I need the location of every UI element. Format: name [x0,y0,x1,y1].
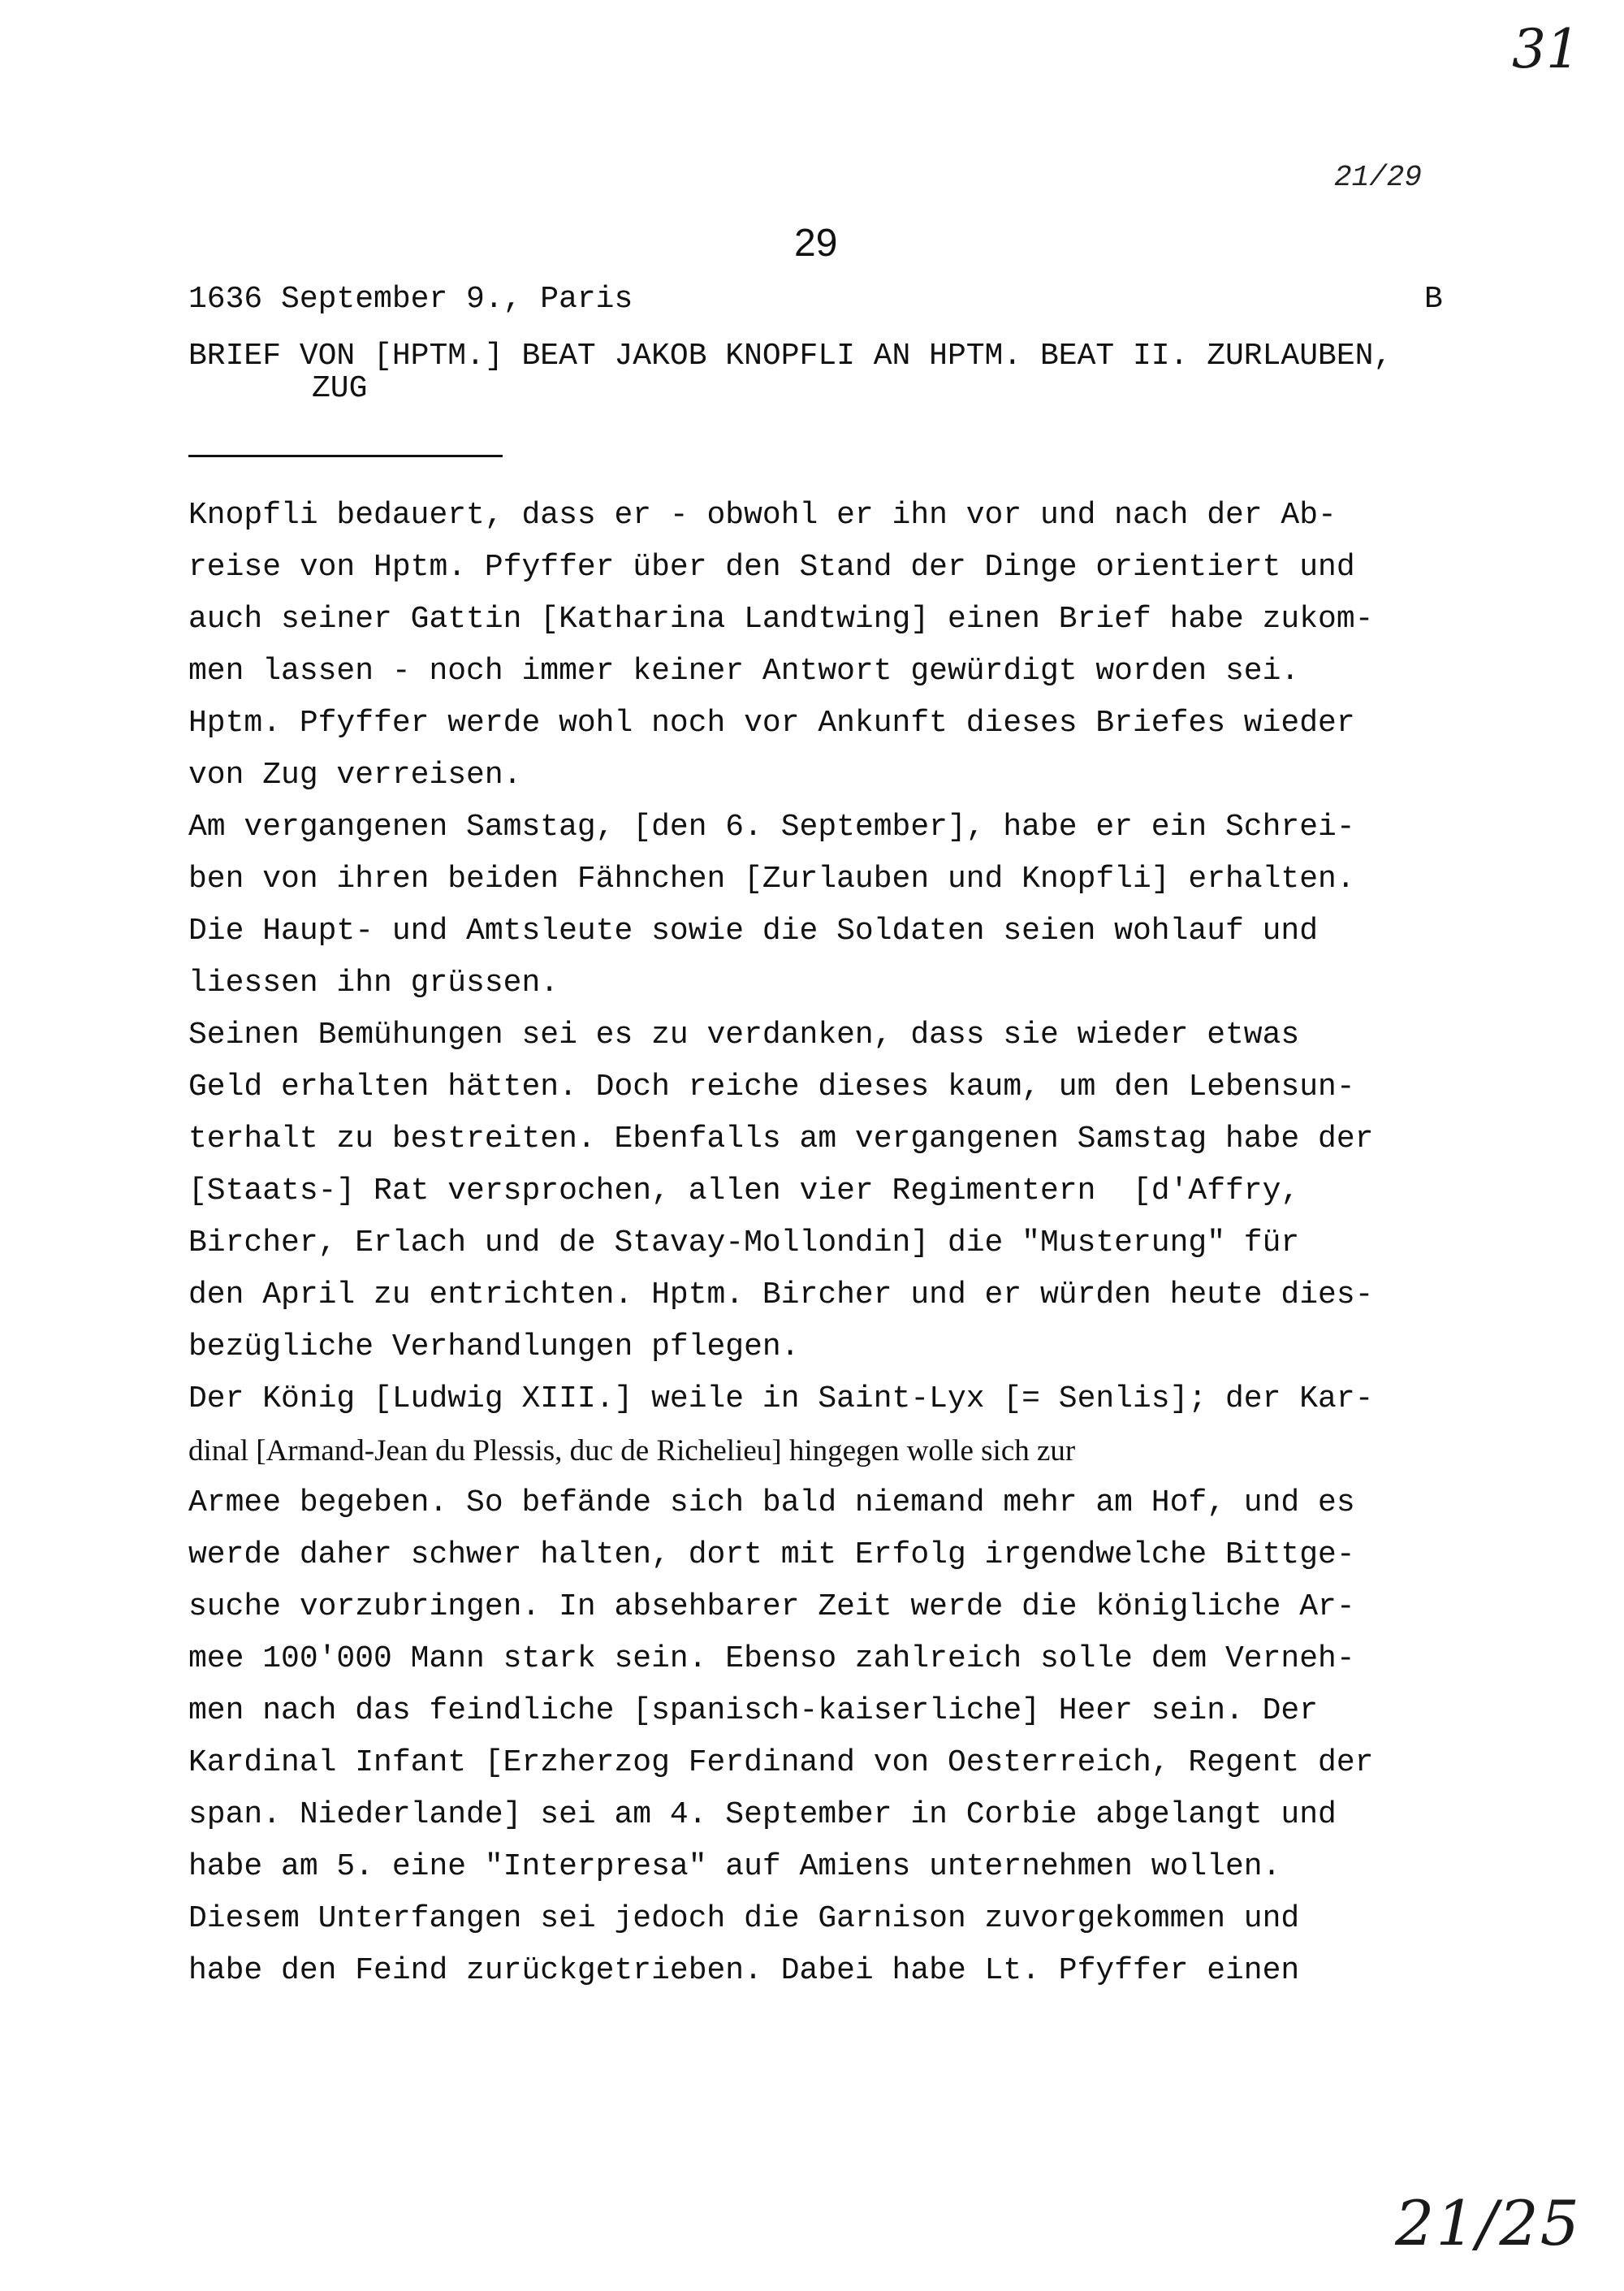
document-number: 29 [794,222,838,265]
body-line: men lassen - noch immer keiner Antwort gewürdigt worden sei. [188,654,1300,689]
handwritten-page-number: 31 [1512,18,1580,80]
summary-body [188,490,1455,1997]
body-line: habe am 5. eine "Interpresa" auf Amiens unternehmen wollen. [188,1849,1281,1884]
body-line: werde daher schwer halten, dort mit Erfolg irgendwelche Bittge- [188,1537,1355,1572]
body-line: [Staats-] Rat versprochen, allen vier Regimentern [d'Affry, [188,1174,1300,1208]
body-line: reise von Hptm. Pfyffer über den Stand der Dinge orientiert und [188,550,1355,585]
date-place: 1636 September 9., Paris [188,282,633,317]
separator-rule [188,455,503,457]
body-line: bezügliche Verhandlungen pflegen. [188,1329,800,1364]
letter-title: BRIEF VON [HPTM.] BEAT JAKOB KNOPFLI AN HPTM. BEAT II. ZURLAUBEN, [188,339,1393,374]
body-line: Bircher, Erlach und de Stavay-Mollondin] die "Musterung" für [188,1225,1300,1260]
body-line: Armee begeben. So befände sich bald niemand mehr am Hof, und es [188,1485,1355,1520]
body-line: habe den Feind zurückgetrieben. Dabei habe Lt. Pfyffer einen [188,1953,1300,1988]
body-line: von Zug verreisen. [188,758,522,793]
letter-title-continuation: ZUG [312,371,368,406]
body-line: Seinen Bemühungen sei es zu verdanken, dass sie wieder etwas [188,1018,1300,1053]
body-line: ben von ihren beiden Fähnchen [Zurlauben und Knopfli] erhalten. [188,862,1355,897]
body-line: mee 100'000 Mann stark sein. Ebenso zahlreich solle dem Verneh- [188,1641,1355,1676]
body-line: dinal [Armand-Jean du Plessis, duc de Richelieu] hingegen wolle sich zur [188,1434,1076,1468]
body-line: Hptm. Pfyffer werde wohl noch vor Ankunft dieses Briefes wieder [188,706,1355,741]
category-letter: B [1424,282,1443,317]
handwritten-archive-number: 21/25 [1395,2187,1582,2259]
body-line: men nach das feindliche [spanisch-kaiserliche] Heer sein. Der [188,1693,1319,1728]
reference-number: 21/29 [1334,161,1423,194]
body-line: Die Haupt- und Amtsleute sowie die Soldaten seien wohlauf und [188,914,1319,949]
body-line: Geld erhalten hätten. Doch reiche dieses kaum, um den Lebensun- [188,1070,1355,1104]
body-line: terhalt zu bestreiten. Ebenfalls am vergangenen Samstag habe der [188,1122,1374,1156]
body-line: Knopfli bedauert, dass er - obwohl er ihn vor und nach der Ab- [188,498,1337,533]
body-line: den April zu entrichten. Hptm. Bircher und er würden heute dies- [188,1277,1374,1312]
body-line: span. Niederlande] sei am 4. September in Corbie abgelangt und [188,1797,1337,1832]
body-line: Kardinal Infant [Erzherzog Ferdinand von Oesterreich, Regent der [188,1745,1374,1780]
body-line: Der König [Ludwig XIII.] weile in Saint-Lyx [= Senlis]; der Kar- [188,1381,1374,1416]
body-line: Am vergangenen Samstag, [den 6. September], habe er ein Schrei- [188,810,1355,845]
body-line: liessen ihn grüssen. [188,966,559,1001]
body-line: auch seiner Gattin [Katharina Landtwing] einen Brief habe zukom- [188,602,1374,637]
body-line: suche vorzubringen. In absehbarer Zeit werde die königliche Ar- [188,1589,1355,1624]
body-line: Diesem Unterfangen sei jedoch die Garnison zuvorgekommen und [188,1901,1300,1936]
